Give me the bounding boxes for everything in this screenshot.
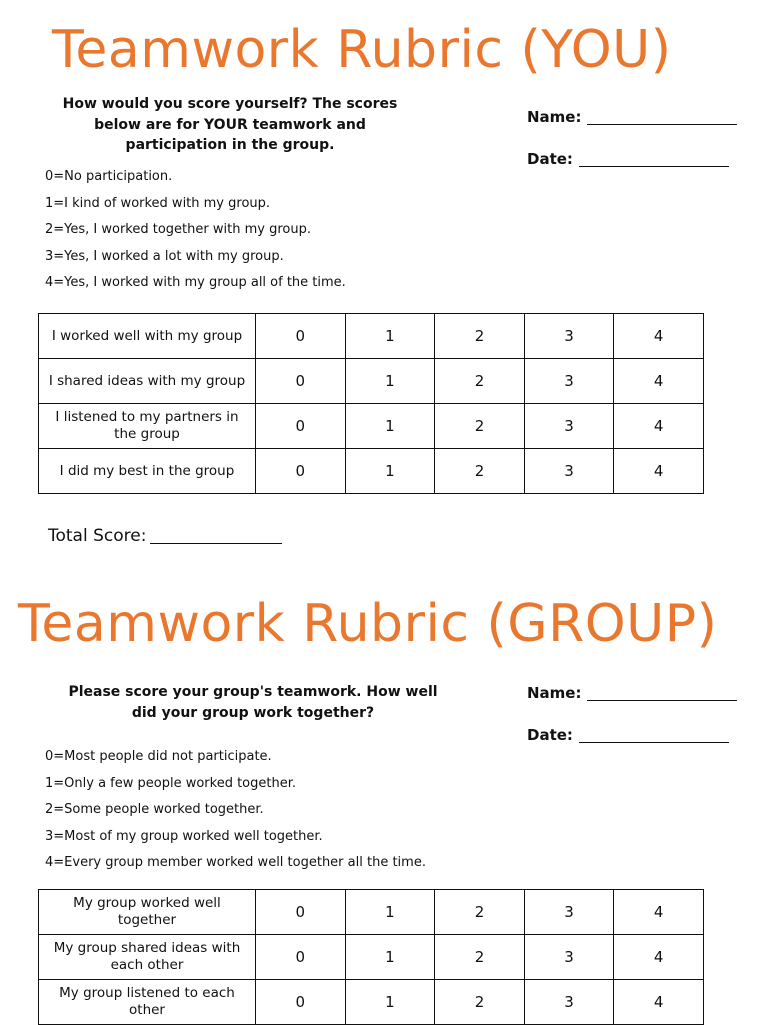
name-label: Name: <box>527 684 582 702</box>
total-score-field[interactable] <box>48 526 282 546</box>
you-date-field[interactable] <box>527 150 729 168</box>
you-rubric-title: Teamwork Rubric (YOU) <box>52 20 672 80</box>
scale-item: 4=Yes, I worked with my group all of the time. <box>45 275 346 291</box>
score-cell[interactable]: 4 <box>614 404 704 449</box>
criterion-cell: My group listened to each other <box>39 980 256 1025</box>
score-cell[interactable]: 1 <box>345 314 435 359</box>
you-instructions: How would you score yourself? The scores below are for YOUR teamwork and participation in the group. <box>62 96 398 153</box>
criterion-cell: I did my best in the group <box>39 449 256 494</box>
score-cell[interactable]: 3 <box>524 359 614 404</box>
score-cell[interactable]: 2 <box>435 980 525 1025</box>
score-cell[interactable]: 1 <box>345 449 435 494</box>
table-row <box>39 980 704 1025</box>
criterion-cell: I shared ideas with my group <box>39 359 256 404</box>
criterion-cell: I listened to my partners in the group <box>39 404 256 449</box>
group-instructions: Please score your group's teamwork. How well did your group work together? <box>68 684 438 721</box>
date-label: Date: <box>527 726 573 744</box>
criterion-cell: My group worked well together <box>39 890 256 935</box>
you-score-scale <box>45 164 346 297</box>
group-score-scale <box>45 744 426 877</box>
date-blank-line[interactable] <box>579 151 729 167</box>
group-rubric-table <box>38 889 704 1025</box>
table-row <box>39 404 704 449</box>
score-cell[interactable]: 1 <box>345 935 435 980</box>
scale-item: 1=I kind of worked with my group. <box>45 195 271 211</box>
score-cell[interactable]: 2 <box>435 890 525 935</box>
score-cell[interactable]: 0 <box>256 890 346 935</box>
table-row <box>39 449 704 494</box>
score-cell[interactable]: 2 <box>435 359 525 404</box>
scale-item: 2=Yes, I worked together with my group. <box>45 222 311 238</box>
total-score-label: Total Score: <box>48 526 147 546</box>
table-row <box>39 359 704 404</box>
score-cell[interactable]: 1 <box>345 359 435 404</box>
date-blank-line[interactable] <box>579 727 729 743</box>
group-name-field[interactable] <box>527 684 737 702</box>
score-cell[interactable]: 4 <box>614 935 704 980</box>
score-cell[interactable]: 3 <box>524 935 614 980</box>
score-cell[interactable]: 0 <box>256 980 346 1025</box>
score-cell[interactable]: 3 <box>524 404 614 449</box>
group-date-field[interactable] <box>527 726 729 744</box>
score-cell[interactable]: 3 <box>524 890 614 935</box>
score-cell[interactable]: 1 <box>345 980 435 1025</box>
name-blank-line[interactable] <box>587 685 737 701</box>
score-cell[interactable]: 4 <box>614 890 704 935</box>
scale-item: 1=Only a few people worked together. <box>45 775 297 791</box>
table-row <box>39 890 704 935</box>
you-name-field[interactable] <box>527 108 737 126</box>
name-blank-line[interactable] <box>587 109 737 125</box>
table-row <box>39 935 704 980</box>
score-cell[interactable]: 4 <box>614 314 704 359</box>
scale-item: 2=Some people worked together. <box>45 802 264 818</box>
score-cell[interactable]: 3 <box>524 314 614 359</box>
scale-item: 0=Most people did not participate. <box>45 749 272 764</box>
you-rubric-table <box>38 313 704 494</box>
score-cell[interactable]: 3 <box>524 980 614 1025</box>
date-label: Date: <box>527 150 573 168</box>
score-cell[interactable]: 2 <box>435 314 525 359</box>
score-cell[interactable]: 0 <box>256 359 346 404</box>
scale-item: 3=Most of my group worked well together. <box>45 828 323 844</box>
score-cell[interactable]: 3 <box>524 449 614 494</box>
name-label: Name: <box>527 108 582 126</box>
group-rubric-title: Teamwork Rubric (GROUP) <box>18 594 718 654</box>
scale-item: 0=No participation. <box>45 169 173 184</box>
criterion-cell: My group shared ideas with each other <box>39 935 256 980</box>
score-cell[interactable]: 1 <box>345 404 435 449</box>
score-cell[interactable]: 0 <box>256 314 346 359</box>
score-cell[interactable]: 4 <box>614 449 704 494</box>
criterion-cell: I worked well with my group <box>39 314 256 359</box>
score-cell[interactable]: 1 <box>345 890 435 935</box>
total-score-blank-line[interactable] <box>150 526 282 544</box>
score-cell[interactable]: 0 <box>256 449 346 494</box>
scale-item: 3=Yes, I worked a lot with my group. <box>45 248 284 264</box>
score-cell[interactable]: 4 <box>614 980 704 1025</box>
score-cell[interactable]: 2 <box>435 404 525 449</box>
score-cell[interactable]: 2 <box>435 935 525 980</box>
score-cell[interactable]: 4 <box>614 359 704 404</box>
score-cell[interactable]: 0 <box>256 404 346 449</box>
score-cell[interactable]: 2 <box>435 449 525 494</box>
scale-item: 4=Every group member worked well together all the time. <box>45 855 426 871</box>
table-row <box>39 314 704 359</box>
score-cell[interactable]: 0 <box>256 935 346 980</box>
